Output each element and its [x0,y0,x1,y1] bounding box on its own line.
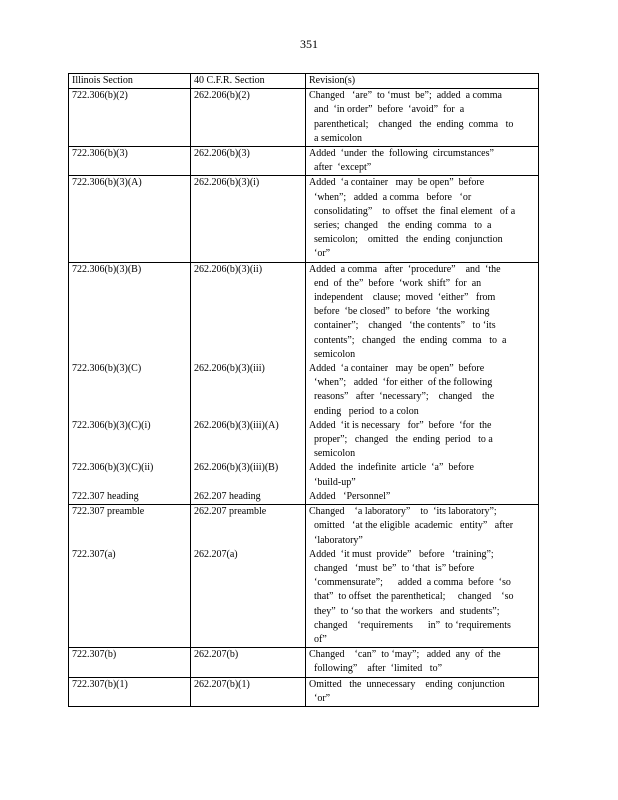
cfr-section-cell [191,677,306,706]
illinois-section: 722.306(b)(3)(B) [72,263,142,275]
revision-line: Changed ‘can” to ‘may”; added any of the [309,649,501,661]
revision-line: Added ‘it must provide” before ‘training”; [309,548,494,560]
revision-line: container”; changed ‘the contents” to ‘its [314,320,496,332]
revision-line: ‘or” [314,248,331,260]
illinois-section-cell [69,147,191,176]
revision-line: ‘commensurate”; added a comma before ‘so [314,577,511,589]
revision-text [309,362,535,419]
revision-line: ‘laboratory” [314,534,363,546]
page-number: 351 [300,37,318,51]
revision-cell [306,147,539,176]
revision-line: ‘build-up” [314,476,356,488]
revision-line: semicolon; omitted the ending conjunction [314,234,503,246]
revision-line: ending period to a colon [314,405,419,417]
revision-line: Added ‘under the following circumstances” [309,148,494,160]
revision-text [309,176,535,261]
revision-line: Added ‘Personnel” [309,490,391,502]
cfr-section: 262.207(a) [194,548,238,560]
revision-line: Added a comma after ‘procedure” and ‘the [309,263,501,275]
revision-line: after ‘except” [314,162,372,174]
illinois-section: 722.306(b)(3)(A) [72,177,142,189]
cfr-section: 262.206(b)(3)(iii)(A) [194,419,279,431]
cfr-section-cell [191,147,306,176]
revision-text [309,89,535,146]
cfr-section-cell [191,505,306,648]
cfr-section: 262.206(b)(3)(i) [194,177,260,189]
revision-cell [306,89,539,147]
revision-text [309,461,535,489]
revision-line: Added ‘a container may be open” before [309,363,485,375]
cfr-section-cell [191,648,306,677]
revision-text [309,505,535,548]
illinois-section-cell [69,677,191,706]
revision-text [309,490,535,504]
revision-line: following” after ‘limited to” [314,663,443,675]
illinois-section-cell [69,648,191,677]
table-row [69,648,539,677]
table-row [69,147,539,176]
revision-line: Added ‘a container may be open” before [309,177,485,189]
illinois-section-cell [69,89,191,147]
revision-text [309,548,535,647]
cfr-section: 262.206(b)(3)(iii) [194,363,265,375]
cfr-section: 262.207 preamble [194,506,267,518]
cfr-section: 262.206(b)(2) [194,90,250,102]
table-row [69,262,539,504]
revision-cell [306,648,539,677]
revision-line: proper”; changed the ending period to a [314,434,493,446]
illinois-section: 722.307(b) [72,649,117,661]
table-row [69,89,539,147]
table-body [69,89,539,707]
revision-line: semicolon [314,348,356,360]
illinois-section: 722.307 preamble [72,506,145,518]
revision-line: series; changed the ending comma to a [314,220,492,232]
revision-line: before ‘be closed” to before ‘the working [314,306,490,318]
revision-line: that” to offset the parenthetical; changed ‘so [314,591,514,603]
cfr-section: 262.206(b)(3)(ii) [194,263,263,275]
header-cfr-section: 40 C.F.R. Section [191,74,306,89]
illinois-section: 722.306(b)(3)(C)(ii) [72,462,154,474]
illinois-section: 722.306(b)(2) [72,90,128,102]
table-row [69,677,539,706]
illinois-section: 722.306(b)(3)(C)(i) [72,419,151,431]
illinois-section: 722.307(a) [72,548,116,560]
header-revisions: Revision(s) [306,74,539,89]
revision-line: ‘when”; added a comma before ‘or [314,191,472,203]
revision-line: a semicolon [314,132,363,144]
revision-line: ‘when”; added ‘for either of the following [314,377,493,389]
revision-cell [306,262,539,504]
table-header-row [69,74,539,89]
revision-line: they” to ‘so that the workers and students”; [314,605,500,617]
revision-text [309,147,535,175]
revision-text [309,263,535,362]
cfr-section: 262.207(b)(1) [194,678,250,690]
illinois-section-cell [69,176,191,262]
revision-line: end of the” before ‘work shift” for an [314,277,482,289]
illinois-section: 722.306(b)(3) [72,148,128,160]
revision-cell [306,677,539,706]
revision-text [309,678,535,706]
revision-line: parenthetical; changed the ending comma to [314,118,514,130]
revision-line: Added ‘it is necessary for” before ‘for the [309,419,492,431]
revision-line: consolidating” to offset the final element of a [314,205,516,217]
revision-line: independent clause; moved ‘either” from [314,292,496,304]
illinois-section: 722.307(b)(1) [72,678,128,690]
table-row [69,176,539,262]
cfr-section: 262.207 heading [194,490,261,502]
revision-line: Omitted the unnecessary ending conjunction [309,678,505,690]
revision-cell [306,176,539,262]
revision-line: and ‘in order” before ‘avoid” for a [314,104,465,116]
illinois-section: 722.306(b)(3)(C) [72,363,142,375]
revision-line: Changed ‘a laboratory” to ‘its laboratory”; [309,506,497,518]
revision-line: of” [314,633,327,645]
revision-line: changed ‘requirements in” to ‘requirements [314,619,511,631]
revision-text [309,648,535,676]
cfr-section: 262.206(b)(3)(iii)(B) [194,462,279,474]
revision-line: Changed ‘are” to ‘must be”; added a comma [309,90,502,102]
revision-cell [306,505,539,648]
header-illinois-section: Illinois Section [69,74,191,89]
revision-line: Added the indefinite article ‘a” before [309,462,474,474]
cfr-section-cell [191,89,306,147]
revision-line: ‘or” [314,692,331,704]
revision-table [68,73,539,707]
revision-line: contents”; changed the ending comma to a [314,334,507,346]
cfr-section: 262.207(b) [194,649,239,661]
illinois-section: 722.307 heading [72,490,139,502]
table-row [69,505,539,648]
revision-line: reasons” after ‘necessary”; changed the [314,391,495,403]
illinois-section-cell [69,262,191,504]
revision-line: semicolon [314,448,356,460]
cfr-section-cell [191,262,306,504]
cfr-section: 262.206(b)(3) [194,148,250,160]
illinois-section-cell [69,505,191,648]
cfr-section-cell [191,176,306,262]
revision-line: changed ‘must be” to ‘that is” before [314,562,475,574]
revision-line: omitted ‘at the eligible academic entity” after [314,520,514,532]
revision-text [309,419,535,462]
